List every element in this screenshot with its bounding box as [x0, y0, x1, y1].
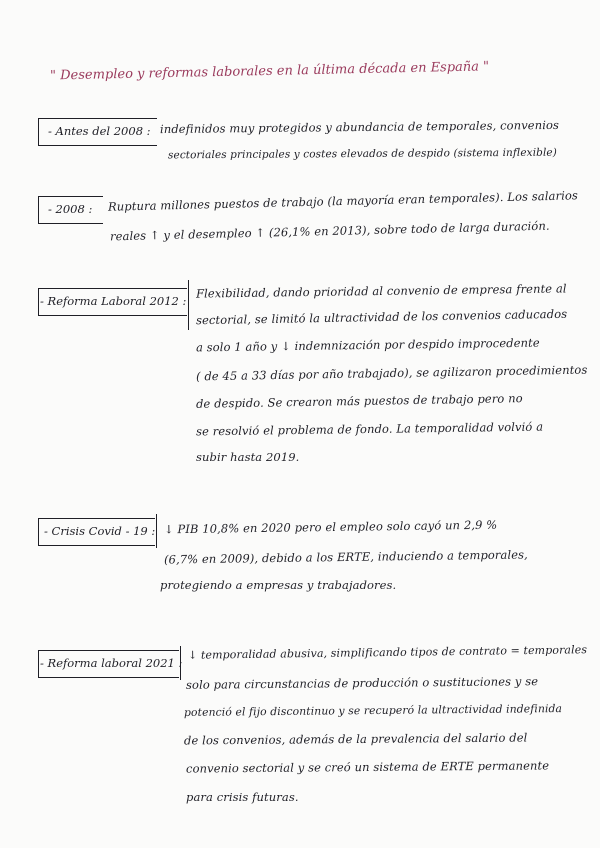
- section-line: ↓ PIB 10,8% en 2020 pero el empleo solo cayó un 2,9 %: [163, 517, 498, 537]
- section-line: indefinidos muy protegidos y abundancia de temporales, convenios: [159, 117, 560, 137]
- section-line: ( de 45 a 33 días por año trabajado), se agilizaron procedimientos: [195, 362, 588, 384]
- section-line: se resolvió el problema de fondo. La temporalidad volvió a: [195, 419, 544, 439]
- section-line: potenció el fijo discontinuo y se recuperó la ultractividad indefinida: [183, 702, 563, 719]
- section-reforma-2012: [0, 274, 600, 474]
- section-line: sectorial, se limitó la ultractividad de los convenios caducados: [195, 306, 568, 328]
- label-divider: [188, 280, 189, 330]
- page-title: " Desempleo y reformas laborales en la última década en España ": [49, 59, 490, 84]
- label-divider: [180, 646, 181, 680]
- section-line: subir hasta 2019.: [196, 450, 300, 464]
- section-label: - Reforma laboral 2021 :: [40, 656, 183, 670]
- label-divider: [156, 514, 157, 548]
- section-line: de despido. Se crearon más puestos de trabajo pero no: [195, 391, 523, 411]
- section-label: - Reforma Laboral 2012 :: [40, 294, 187, 308]
- section-label: - Crisis Covid - 19 :: [44, 524, 156, 538]
- section-line: sectoriales principales y costes elevados de despido (sistema inflexible): [167, 146, 557, 162]
- section-reforma-2021: [0, 636, 600, 826]
- section-antes-2008: [0, 112, 600, 172]
- section-line: a solo 1 año y ↓ indemnización por despido improcedente: [195, 335, 540, 355]
- section-line: ↓ temporalidad abusiva, simplificando tipos de contrato = temporales: [187, 643, 588, 662]
- section-line: protegiendo a empresas y trabajadores.: [160, 578, 397, 592]
- section-label: - 2008 :: [48, 202, 93, 216]
- section-label: - Antes del 2008 :: [48, 124, 151, 138]
- section-crisis-covid: [0, 510, 600, 600]
- section-line: solo para circunstancias de producción o sustituciones y se: [185, 674, 539, 692]
- section-line: de los convenios, además de la prevalencia del salario del: [183, 730, 528, 748]
- section-line: reales ↑ y el desempleo ↑ (26,1% en 2013), sobre todo de larga duración.: [109, 218, 550, 244]
- section-line: convenio sectorial y se creó un sistema de ERTE permanente: [185, 758, 550, 776]
- section-line: (6,7% en 2009), debido a los ERTE, induciendo a temporales,: [163, 547, 528, 567]
- section-2008: [0, 182, 600, 248]
- section-line: Flexibilidad, dando prioridad al convenio de empresa frente al: [195, 281, 567, 301]
- section-line: para crisis futuras.: [186, 790, 299, 804]
- section-line: Ruptura millones puestos de trabajo (la mayoría eran temporales). Los salarios: [107, 188, 579, 214]
